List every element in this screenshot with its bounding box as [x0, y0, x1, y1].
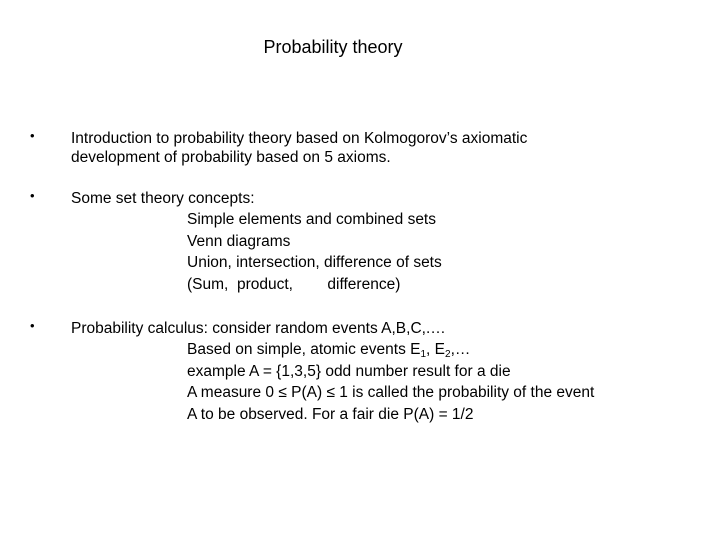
bullet-3-line-4: A measure 0 ≤ P(A) ≤ 1 is called the probability of the event — [187, 384, 595, 401]
bullet-2-line-4: Union, intersection, difference of sets — [187, 254, 442, 271]
bullet-marker: • — [30, 188, 35, 203]
bullet-2-line-2: Simple elements and combined sets — [187, 211, 436, 228]
bullet-3-line-1: Probability calculus: consider random events A,B,C,.… — [71, 320, 446, 337]
bullet-2-line-5: (Sum, product, difference) — [187, 276, 401, 293]
bullet-1-line-1: Introduction to probability theory based on Kolmogorov’s axiomatic — [71, 130, 528, 147]
slide-title: Probability theory — [263, 37, 403, 57]
bullet-marker: • — [30, 318, 35, 333]
bullet-2-line-1: Some set theory concepts: — [71, 190, 255, 207]
subscript-2: 2 — [445, 349, 451, 360]
bullet-3-line-2-text-c: ,… — [450, 341, 471, 358]
bullet-marker: • — [30, 128, 35, 143]
subscript-1: 1 — [420, 349, 427, 360]
bullet-3-line-2-text-b: , E — [426, 341, 445, 358]
bullet-2-line-3: Venn diagrams — [187, 233, 291, 250]
bullet-3-line-5: A to be observed. For a fair die P(A) = 1/2 — [187, 406, 474, 423]
bullet-3-line-3: example A = {1,3,5} odd number result for a die — [187, 363, 511, 380]
bullet-3-line-2 — [187, 339, 470, 360]
bullet-3-line-2-text-a: Based on simple, atomic events E — [187, 341, 421, 358]
bullet-1-line-2: development of probability based on 5 axioms. — [71, 149, 391, 166]
